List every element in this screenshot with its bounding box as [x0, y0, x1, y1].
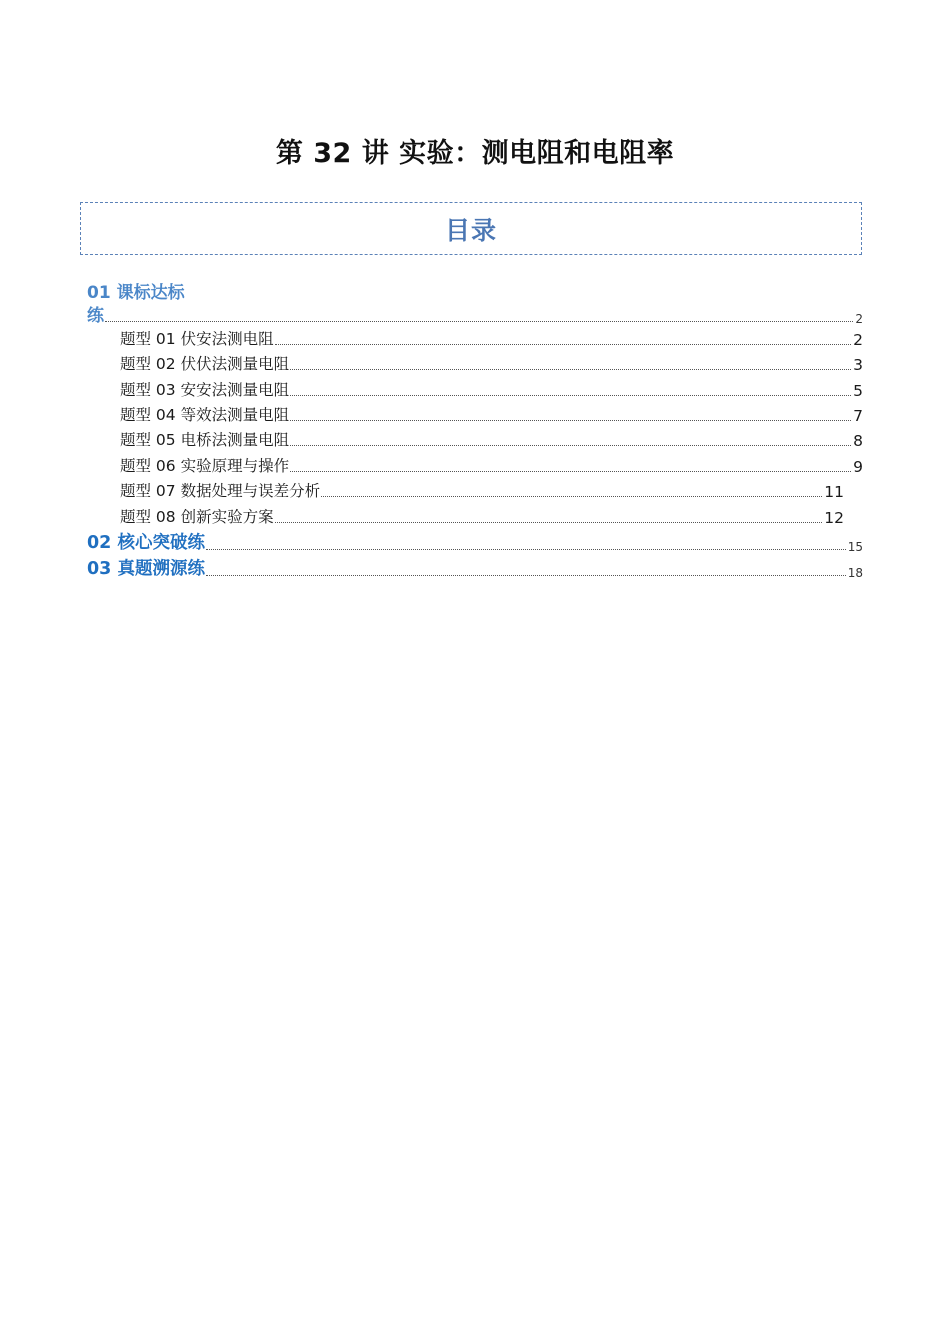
toc-subitem-label: 题型 02 伏伏法测量电阻	[120, 355, 290, 373]
toc-subitem-label: 题型 01 伏安法测电阻	[120, 330, 274, 348]
toc-page-number: 18	[847, 566, 863, 580]
toc-leader-dots	[290, 368, 851, 370]
toc-leader-dots	[290, 444, 851, 446]
toc-heading: 目录	[444, 215, 497, 245]
toc-entry-section-03[interactable]	[87, 556, 863, 580]
toc-page-number: 2	[853, 331, 863, 349]
toc-subitem-label: 题型 06 实验原理与操作	[120, 457, 290, 475]
toc-leader-dots	[105, 320, 853, 322]
toc-page-number: 15	[847, 540, 863, 554]
toc-page-number: 8	[853, 432, 863, 450]
toc-subitem-label: 题型 05 电桥法测量电阻	[120, 431, 290, 449]
toc-section-02-label: 02 核心突破练	[87, 533, 205, 553]
toc-leader-dots	[321, 495, 822, 497]
toc-entry-subitem-06[interactable]	[120, 454, 863, 476]
toc-entry-subitem-05[interactable]	[120, 428, 863, 450]
toc-entry-subitem-04[interactable]	[120, 403, 863, 425]
toc-section-03-label: 03 真题溯源练	[87, 559, 205, 579]
toc-page-number: 3	[853, 356, 863, 374]
toc-subitem-label: 题型 08 创新实验方案	[120, 508, 274, 526]
toc-page-number: 9	[853, 458, 863, 476]
toc-subitem-label: 题型 03 安安法测量电阻	[120, 381, 290, 399]
toc-leader-dots	[290, 419, 851, 421]
document-title: 第 32 讲 实验：测电阻和电阻率	[275, 138, 675, 169]
toc-subitem-label: 题型 07 数据处理与误差分析	[120, 482, 321, 500]
toc-entry-section-02[interactable]	[87, 530, 863, 554]
toc-leader-dots	[275, 343, 852, 345]
toc-entry-subitem-02[interactable]	[120, 352, 863, 374]
toc-section-01-label-line1[interactable]: 01 课标达标	[87, 283, 185, 303]
toc-leader-dots	[206, 548, 846, 550]
toc-page-number: 12	[824, 509, 844, 527]
toc-entry-section-01[interactable]	[87, 302, 863, 326]
toc-entry-subitem-08[interactable]	[120, 505, 844, 527]
toc-page-number: 7	[853, 407, 863, 425]
toc-entry-subitem-01[interactable]	[120, 327, 863, 349]
toc-entry-subitem-03[interactable]	[120, 378, 863, 400]
toc-entry-subitem-07[interactable]	[120, 479, 844, 501]
toc-heading-box	[80, 202, 862, 255]
toc-section-01-label-line2: 练	[87, 306, 104, 326]
toc-leader-dots	[290, 470, 851, 472]
toc-page-number: 2	[855, 312, 863, 326]
toc-leader-dots	[275, 521, 823, 523]
toc-leader-dots	[290, 394, 851, 396]
toc-subitem-label: 题型 04 等效法测量电阻	[120, 406, 290, 424]
toc-page-number: 11	[824, 483, 844, 501]
toc-page-number: 5	[853, 382, 863, 400]
toc-leader-dots	[206, 574, 846, 576]
